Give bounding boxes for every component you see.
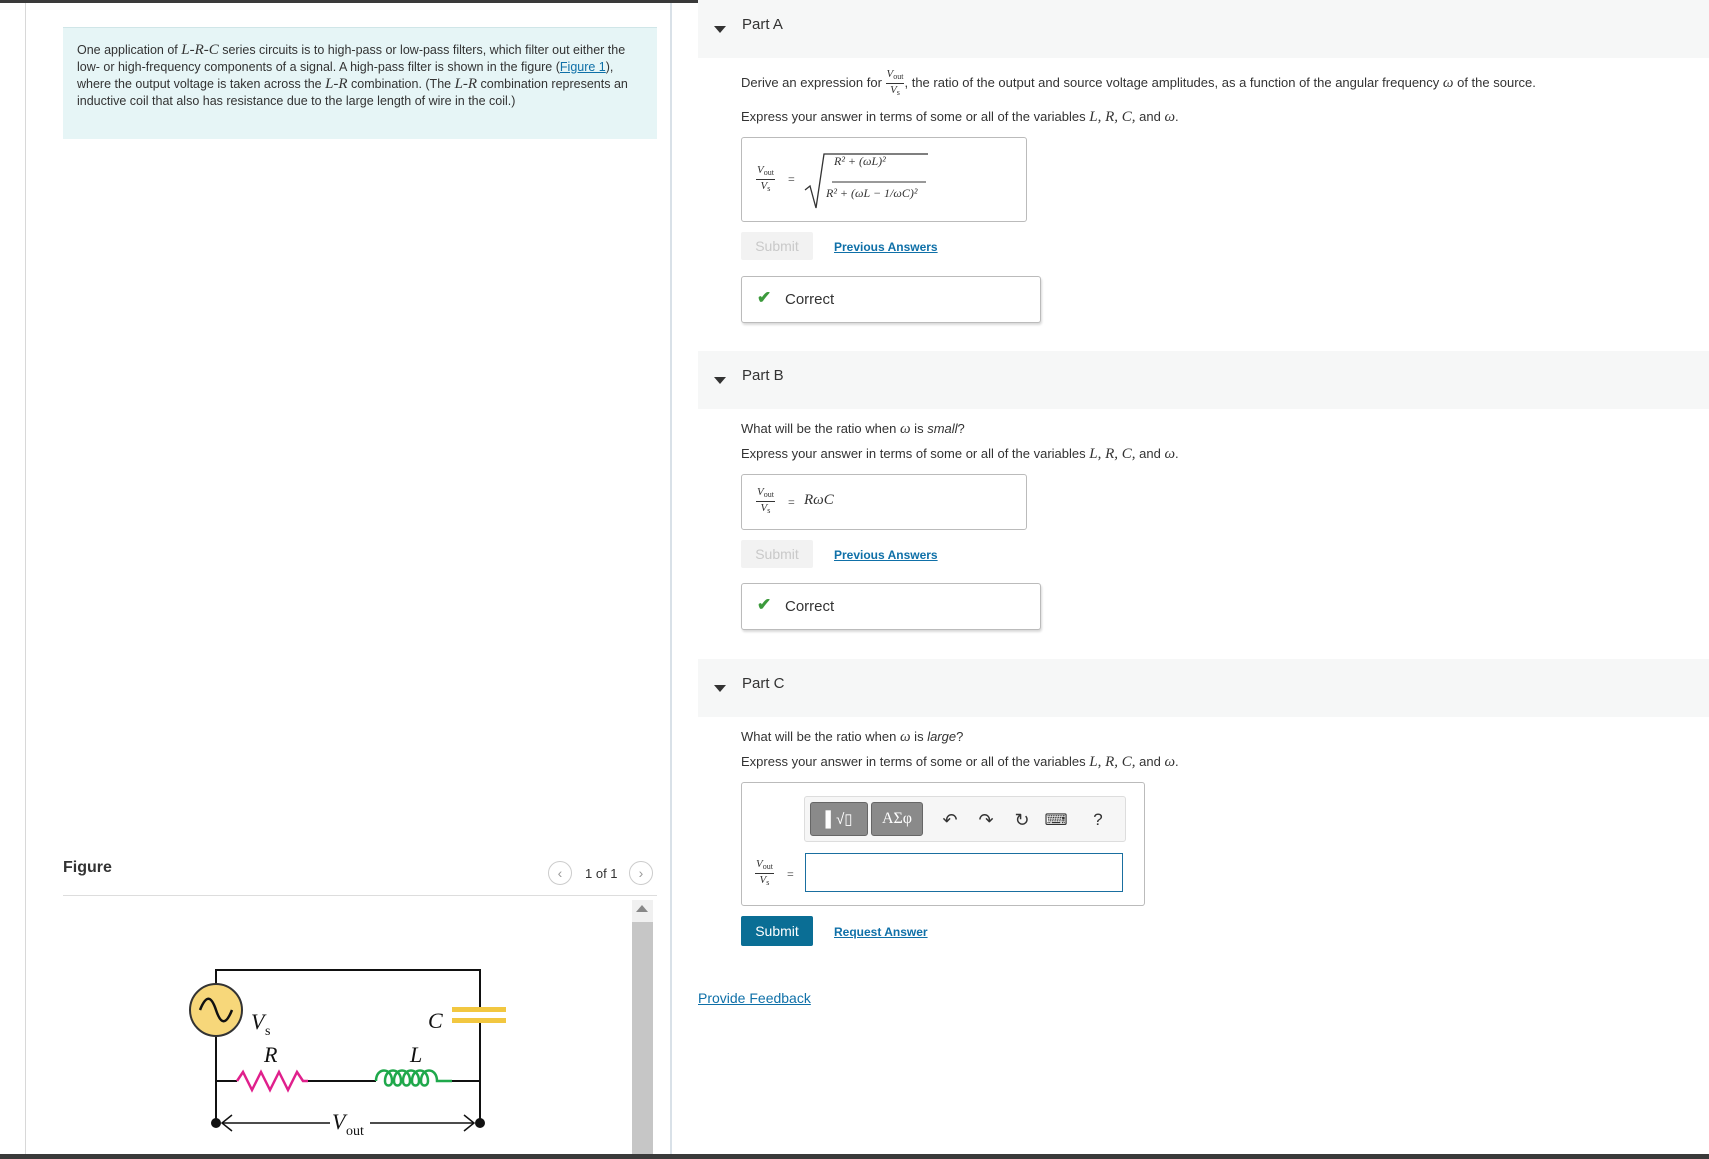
- part-b-status: Correct: [785, 598, 835, 615]
- part-b-question: What will be the ratio when ω is small?: [741, 421, 965, 437]
- figure-title: Figure: [63, 859, 112, 876]
- part-b-title: Part B: [742, 367, 784, 384]
- part-a-equals: =: [788, 172, 795, 186]
- part-a-submit-button[interactable]: Submit: [741, 232, 813, 260]
- keyboard-icon[interactable]: ⌨: [1044, 812, 1068, 829]
- resistor-icon: [237, 1072, 308, 1090]
- intro-text-4: combination. (The: [347, 77, 455, 91]
- capacitor-plate-top: [452, 1007, 506, 1012]
- templates-button[interactable]: ▌√▯: [810, 802, 868, 836]
- part-c-title: Part C: [742, 675, 785, 692]
- part-b-answer-box: [741, 474, 1027, 530]
- part-c-header[interactable]: [698, 659, 1709, 717]
- label-l: L: [410, 1042, 423, 1067]
- part-a-previous-answers-link[interactable]: Previous Answers: [834, 240, 938, 254]
- part-c-answer-input[interactable]: [805, 853, 1123, 892]
- wire-top: [216, 970, 480, 998]
- scroll-up-icon[interactable]: [636, 905, 648, 912]
- prev-figure-button[interactable]: [548, 861, 572, 885]
- intro-text-1: One application of: [77, 43, 182, 57]
- greek-symbols-button[interactable]: ΑΣφ: [871, 802, 923, 836]
- help-icon[interactable]: ?: [1093, 810, 1103, 829]
- part-b-equals: =: [788, 495, 795, 509]
- part-c-submit-button[interactable]: Submit: [741, 916, 813, 946]
- terminal-left: [211, 1118, 221, 1128]
- caret-down-icon: [714, 685, 726, 692]
- part-c-question: What will be the ratio when ω is large?: [741, 729, 964, 745]
- next-figure-button[interactable]: [629, 861, 653, 885]
- part-b-express: Express your answer in terms of some or all of the variables L, R, C, and ω.: [741, 446, 1179, 462]
- part-a-header[interactable]: [698, 0, 1709, 58]
- label-vs: V: [251, 1009, 265, 1034]
- math-toolbar: [804, 796, 1126, 842]
- intro-text-2: series circuits is to high-pass or low-pass filters, which filter out either the low- or high-frequency components of a signal. A high-pass filter is shown in the figure (: [77, 43, 626, 74]
- intro-text-3: ), where the output voltage is taken across the: [77, 60, 614, 91]
- part-b-submit-button[interactable]: Submit: [741, 540, 813, 568]
- caret-down-icon: [714, 26, 726, 33]
- figure-link[interactable]: Figure 1: [559, 60, 606, 74]
- check-icon: ✔: [757, 288, 772, 307]
- part-a-answer-denominator: R² + (ωL − 1/ωC)²: [826, 186, 918, 200]
- label-vout: V: [332, 1109, 346, 1134]
- label-c: C: [428, 1008, 443, 1033]
- label-r: R: [264, 1042, 278, 1067]
- part-a-q-post: , the ratio of the output and source voltage amplitudes, as a function of the angular frequency: [904, 74, 1443, 90]
- intro-text-5: combination represents an inductive coil that also has resistance due to the large length of wire in the coil.): [77, 77, 628, 108]
- label-vs-sub: s: [265, 1024, 271, 1039]
- check-icon: ✔: [757, 595, 772, 614]
- figure-counter: 1 of 1: [585, 866, 618, 881]
- part-a-question: [741, 68, 1536, 99]
- reset-icon[interactable]: ↻: [1014, 809, 1030, 830]
- part-a-status: Correct: [785, 291, 835, 308]
- part-a-title: Part A: [742, 16, 783, 33]
- intro-lr-2: L-R: [454, 76, 478, 92]
- undo-icon[interactable]: ↶: [942, 809, 958, 830]
- window-bottom-border: [0, 1154, 1709, 1159]
- part-b-ratio: $V_{out}$ $V_s$: [757, 486, 774, 515]
- part-c-ratio: $V_{out}$ $V_s$: [756, 858, 773, 887]
- part-a-q-pre: Derive an expression for: [741, 74, 886, 90]
- part-a-omega: ω: [1442, 74, 1454, 91]
- part-a-ratio: $V_{out}$ $V_s$: [757, 164, 774, 193]
- chevron-right-icon: ›: [638, 865, 644, 881]
- pane-divider[interactable]: [670, 3, 672, 1154]
- redo-icon[interactable]: ↷: [978, 809, 994, 830]
- provide-feedback-link[interactable]: Provide Feedback: [698, 990, 811, 1006]
- part-a-answer-numerator: R² + (ωL)²: [834, 154, 886, 168]
- terminal-right: [475, 1118, 485, 1128]
- figure-scrollbar-thumb[interactable]: [632, 922, 653, 1154]
- figure-divider: [63, 895, 657, 896]
- part-c-equals: =: [787, 867, 794, 881]
- part-b-header[interactable]: [698, 351, 1709, 409]
- part-a-answer-box: [741, 137, 1027, 222]
- label-vout-sub: out: [346, 1124, 364, 1139]
- part-a-q-end: of the source.: [1453, 74, 1536, 90]
- chevron-left-icon: ‹: [557, 865, 563, 881]
- part-b-feedback: [741, 583, 1041, 630]
- circuit-diagram: [180, 955, 520, 1150]
- intro-lr-1: L-R: [325, 76, 348, 92]
- part-b-previous-answers-link[interactable]: Previous Answers: [834, 548, 938, 562]
- caret-down-icon: [714, 377, 726, 384]
- intro-lrc: L-R-C: [181, 42, 219, 58]
- inductor-icon: [376, 1071, 452, 1086]
- part-a-feedback: [741, 276, 1041, 323]
- part-c-request-answer-link[interactable]: Request Answer: [834, 925, 928, 939]
- part-c-express: Express your answer in terms of some or all of the variables L, R, C, and ω.: [741, 754, 1179, 770]
- part-a-express: Express your answer in terms of some or all of the variables L, R, C, and ω.: [741, 109, 1179, 125]
- left-rule: [25, 3, 26, 1154]
- capacitor-plate-bottom: [452, 1018, 506, 1023]
- intro-panel: [63, 27, 657, 139]
- part-b-answer: RωC: [804, 492, 834, 508]
- ratio-fraction: $\frac{V_{out}}{V_s}$: [886, 68, 904, 97]
